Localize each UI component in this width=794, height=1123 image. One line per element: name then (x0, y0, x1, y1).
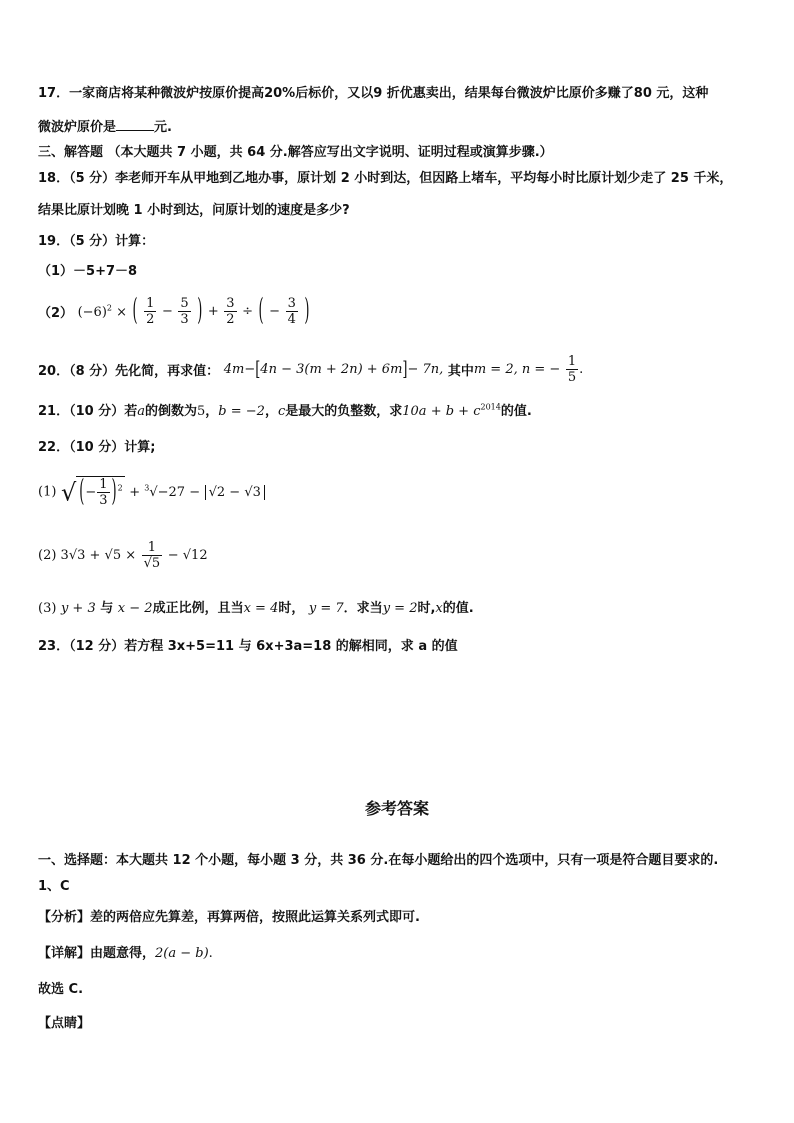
q23: 23．（12 分）若方程 3x+5=11 与 6x+3a=18 的解相同，求 a 的值 (38, 639, 458, 654)
fraction: $\frac{1}{2}$ (146, 296, 155, 327)
q22-title: 22．（10 分）计算; (38, 440, 156, 455)
q21-t1: 的倒数为 (144, 404, 197, 419)
q21-pre: 21．（10 分）若 (38, 404, 138, 419)
q17-line2 (38, 116, 172, 135)
fraction: $\frac{1}{5}$ (567, 354, 577, 385)
answer-choose: 故选 C. (38, 982, 84, 997)
q22-p3-a: 成正比例，且当 (152, 601, 244, 616)
q20: 20．（8 分）先化简，再求值： 4m−[4n − 3(m + 2n) + 6m]− 7n, 其中m = 2, n = − $\frac{1}{5}$ . (38, 354, 584, 385)
q22-p3-c: ．求当 (343, 601, 383, 616)
q22-p3-b: 时， (278, 601, 305, 616)
q22-p3-e: 的值. (442, 601, 474, 616)
section-3-heading: 三、解答题 （本大题共 7 小题，共 64 分.解答应写出文字说明、证明过程或演算步骤.） (38, 145, 553, 160)
sqrt-expression: √ (− $\frac{1}{3}$ )$^2$ (60, 475, 123, 510)
q22-part3: (3) y + 3 与 x − 2成正比例，且当x = 4时， y = 7．求当y = 2时,x的值. (38, 601, 474, 616)
q21: 21．（10 分）若a的倒数为5，b = −2，c是最大的负整数，求$10a + b + c^{2014}$的值. (38, 402, 532, 419)
q17-line1: 17．一家商店将某种微波炉按原价提高20%后标价，又以9 折优惠卖出，结果每台微波炉比原价多赚了80 元，这种 (38, 86, 709, 101)
q17-line2-pre: 微波炉原价是 (38, 120, 117, 135)
q20-mid: 其中 (447, 364, 474, 379)
q19-part2-label: （2） (38, 306, 74, 321)
answer-blank[interactable] (116, 118, 154, 131)
answer-detail: 【详解】由题意得，2(a − b). (38, 946, 213, 961)
q17-line2-post: 元. (154, 120, 172, 135)
q18-line2: 结果比原计划晚 1 小时到达，问原计划的速度是多少? (38, 203, 350, 218)
q22-part2: (2) 3√3 + √5 × $\frac{1}{√5}$ − √12 (38, 540, 208, 571)
fraction: $\frac{1}{√5}$ (143, 540, 161, 571)
q20-pre: 20．（8 分）先化简，再求值： (38, 364, 220, 379)
answer-analysis: 【分析】差的两倍应先算差，再算两倍，按照此运算关系列式即可. (38, 910, 420, 925)
fraction: $\frac{3}{2}$ (226, 296, 235, 327)
answer-1: 1、C (38, 879, 70, 894)
q19-title: 19．（5 分）计算： (38, 234, 155, 249)
q22-part1: (1) √ (− $\frac{1}{3}$ )$^2$ + $^3$√−27 − √2 − √3 (38, 476, 265, 508)
q19-part1: （1）－5+7－8 (38, 264, 138, 279)
q18-line1: 18．（5 分）李老师开车从甲地到乙地办事，原计划 2 小时到达，但因路上堵车，平均每小时比原计划少走了 25 千米， (38, 171, 733, 186)
answer-comment: 【点睛】 (38, 1016, 91, 1031)
answers-section1: 一、选择题：本大题共 12 个小题，每小题 3 分，共 36 分.在每小题给出的四个选项中，只有一项是符合题目要求的. (38, 853, 719, 868)
q21-t3: 的值. (500, 404, 532, 419)
fraction: $\frac{5}{3}$ (180, 296, 189, 327)
answer-detail-pre: 【详解】由题意得， (38, 946, 156, 961)
q22-p3-d: 时, (417, 601, 436, 616)
q21-t2: 是最大的负整数，求 (285, 404, 403, 419)
answers-title: 参考答案 (364, 799, 429, 818)
fraction: $\frac{3}{4}$ (287, 296, 296, 327)
q19-part2: （2） $(-6)^2$ × ( $\frac{1}{2}$ − $\frac{5}{3}$ ) + $\frac{3}{2}$ ÷ ( − $\frac{3}{4}$ ) (38, 294, 310, 329)
